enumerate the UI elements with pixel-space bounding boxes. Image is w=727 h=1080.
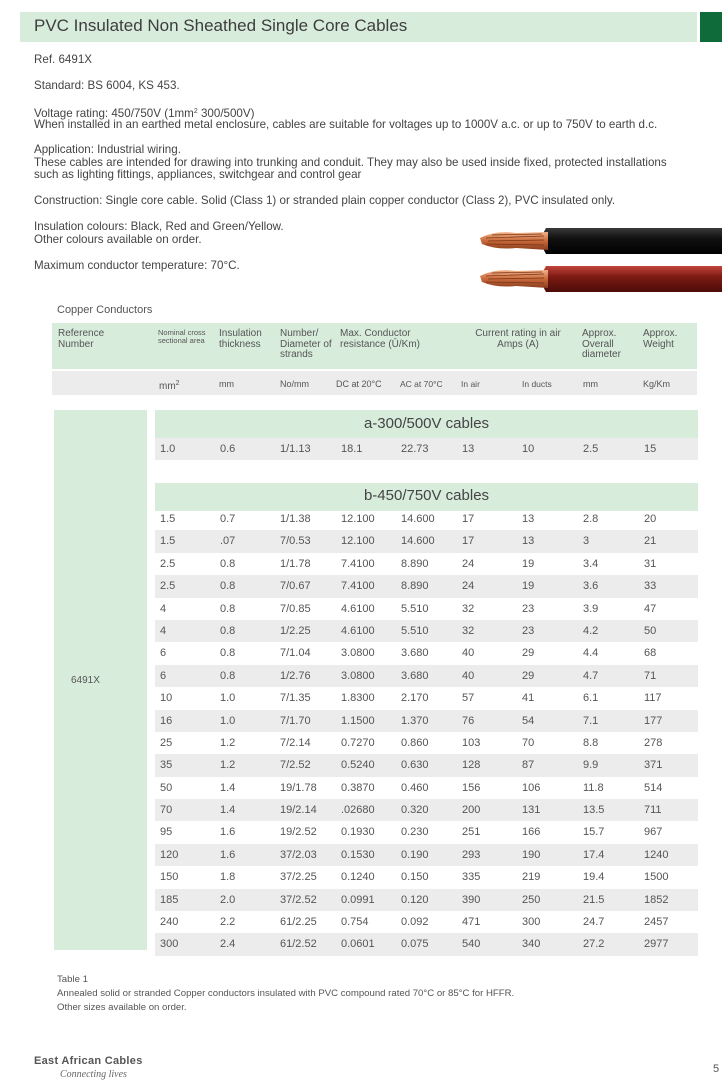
table-row	[155, 687, 698, 709]
table-cell: 1.2	[220, 759, 236, 772]
table-cell: 5.510	[401, 624, 429, 637]
table-section-label: Copper Conductors	[57, 304, 153, 316]
header-accent-block	[700, 12, 722, 42]
table-cell: 32	[462, 624, 475, 637]
table-cell: 185	[160, 893, 179, 906]
table-cell: 7.4100	[341, 557, 375, 570]
table-cell: 16	[160, 714, 173, 727]
table-cell: 0.3870	[341, 781, 375, 794]
application-text: Application: Industrial wiring.	[34, 143, 181, 156]
unit-nominal-text: mm	[159, 381, 176, 392]
table-row	[155, 911, 698, 933]
table-cell: 17	[462, 535, 475, 548]
table-cell: 0.320	[401, 804, 429, 817]
table-cell: 1.0	[220, 692, 236, 705]
table-cell: 9.9	[583, 759, 599, 772]
table-row	[155, 732, 698, 754]
group-a-rows	[155, 438, 698, 460]
table-cell: 40	[462, 647, 475, 660]
table-cell: 1500	[644, 871, 669, 884]
table-cell: 0.1530	[341, 848, 375, 861]
table-row	[155, 866, 698, 888]
table-cell: 0.0601	[341, 938, 375, 951]
table-cell: 71	[644, 669, 657, 682]
table-cell: 23	[522, 602, 535, 615]
table-cell: 7.1	[583, 714, 599, 727]
table-row	[155, 889, 698, 911]
table-cell: 3	[583, 535, 590, 548]
table-cell: 1.5	[160, 535, 176, 548]
table-cell: 1/2.76	[280, 669, 311, 682]
voltage-rating-b: 300/500V)	[197, 107, 255, 120]
table-cell: 156	[462, 781, 481, 794]
table-cell: 2.5	[160, 580, 176, 593]
table-cell: 190	[522, 848, 541, 861]
table-cell: 1852	[644, 893, 669, 906]
table-cell: 6	[160, 647, 167, 660]
table-cell: 0.120	[401, 893, 429, 906]
table-row	[155, 553, 698, 575]
table-cell: 13	[522, 513, 535, 525]
group-b-title: b-450/750V cables	[363, 487, 490, 504]
brand-tagline: Connecting lives	[60, 1069, 127, 1080]
table-cell: 32	[462, 602, 475, 615]
table-cell: 0.1240	[341, 871, 375, 884]
table-cell: 33	[644, 580, 657, 593]
table-cell: 0.230	[401, 826, 429, 839]
table-cell: 200	[462, 804, 481, 817]
table-cell: 47	[644, 602, 657, 615]
table-cell: 0.460	[401, 781, 429, 794]
table-cell: 6.1	[583, 692, 599, 705]
unit-nominal-sup: 2	[175, 380, 180, 387]
table-cell: 0.075	[401, 938, 429, 951]
table-cell: 70	[160, 804, 173, 817]
table-cell: 5.510	[401, 602, 429, 615]
table-row	[155, 777, 698, 799]
unit-diameter: mm	[583, 379, 598, 389]
table-cell: 131	[522, 804, 541, 817]
table-cell: .07	[220, 535, 236, 548]
table-cell: 2.4	[220, 938, 236, 951]
table-cell: 14.600	[401, 513, 435, 525]
table-cell: 13	[462, 443, 475, 455]
table-cell: 335	[462, 871, 481, 884]
table-row	[155, 508, 698, 530]
table-cell: 7/0.67	[280, 580, 311, 593]
black-cable-image	[476, 224, 722, 256]
table-row	[155, 710, 698, 732]
table-cell: 3.9	[583, 602, 599, 615]
table-cell: 1.6	[220, 826, 236, 839]
table-cell: 10	[522, 443, 535, 455]
table-cell: 17	[462, 513, 475, 525]
header-weight: Approx. Weight	[643, 328, 678, 350]
table-cell: 37/2.52	[280, 893, 317, 906]
table-cell: 250	[522, 893, 541, 906]
table-cell: 117	[644, 692, 662, 705]
table-cell: 7/0.53	[280, 535, 311, 548]
unit-nominal	[159, 379, 180, 393]
table-cell: 0.5240	[341, 759, 375, 772]
page-title: PVC Insulated Non Sheathed Single Core Cables	[34, 16, 408, 35]
table-cell: 1.8300	[341, 692, 375, 705]
unit-strands: No/mm	[280, 379, 309, 389]
table-cell: 4	[160, 602, 167, 615]
table-cell: 1.0	[160, 443, 176, 455]
table-cell: 95	[160, 826, 173, 839]
table-cell: 0.8	[220, 580, 236, 593]
table-cell: 278	[644, 736, 663, 749]
table-cell: 1.5	[160, 513, 176, 525]
table-cell: 0.1930	[341, 826, 375, 839]
table-cell: 13	[522, 535, 535, 548]
table-cell: 8.890	[401, 557, 429, 570]
table-cell: 21	[644, 535, 657, 548]
table-cell: 2.2	[220, 916, 236, 929]
insulation-colours-line-2: Other colours available on order.	[34, 233, 202, 246]
table-row	[155, 438, 698, 460]
table-cell: 23	[522, 624, 535, 637]
table-cell: 12.100	[341, 535, 375, 548]
table-cell: 0.630	[401, 759, 429, 772]
page-number: 5	[713, 1063, 720, 1075]
table-cell: 2457	[644, 916, 669, 929]
table-row	[155, 799, 698, 821]
table-cell: 19	[522, 580, 535, 593]
table-cell: 1.6	[220, 848, 236, 861]
brand-name: East African Cables	[34, 1055, 143, 1067]
header-resistance: Max. Conductor resistance (Ū/Km)	[340, 328, 421, 350]
table-cell: 0.754	[341, 916, 369, 929]
header-insulation: Insulation thickness	[219, 328, 262, 350]
table-cell: 1/1.78	[280, 557, 311, 570]
table-cell: 40	[462, 669, 475, 682]
table-cell: 1.8	[220, 871, 236, 884]
table-cell: 390	[462, 893, 481, 906]
table-cell: 1.0	[220, 714, 236, 727]
table-row	[155, 598, 698, 620]
table-cell: 87	[522, 759, 535, 772]
table-cell: 35	[160, 759, 173, 772]
table-cell: 4	[160, 624, 167, 637]
table-cell: 8.890	[401, 580, 429, 593]
table-row	[155, 530, 698, 552]
table-cell: 0.860	[401, 736, 429, 749]
table-cell: 7/1.35	[280, 692, 311, 705]
table-cell: 3.680	[401, 647, 429, 660]
table-cell: 471	[462, 916, 481, 929]
table-cell: 68	[644, 647, 657, 660]
table-cell: 711	[644, 804, 662, 817]
table-cell: 150	[160, 871, 179, 884]
table-cell: 2.170	[401, 692, 429, 705]
group-b-rows	[155, 508, 698, 956]
table-cell: 19	[522, 557, 535, 570]
table-cell: 340	[522, 938, 541, 951]
table-cell: 1.1500	[341, 714, 375, 727]
table-row	[155, 933, 698, 955]
table-cell: 29	[522, 669, 535, 682]
table-cell: 1.4	[220, 781, 236, 794]
table-row	[155, 844, 698, 866]
table-cell: 3.0800	[341, 647, 375, 660]
table-cell: 19.4	[583, 871, 605, 884]
table-cell: 128	[462, 759, 481, 772]
table-cell: 0.8	[220, 669, 236, 682]
ref-text: Ref. 6491X	[34, 53, 93, 66]
footnote-title: Table 1	[57, 974, 88, 985]
table-cell: 293	[462, 848, 481, 861]
table-cell: 7/2.52	[280, 759, 311, 772]
table-cell: 6	[160, 669, 167, 682]
table-cell: 4.2	[583, 624, 599, 637]
reference-column	[54, 410, 147, 950]
unit-weight: Kg/Km	[643, 379, 671, 389]
table-cell: 0.6	[220, 443, 236, 455]
table-cell: 1/2.25	[280, 624, 311, 637]
unit-in-air: In air	[461, 379, 480, 389]
table-cell: .02680	[341, 804, 375, 817]
table-cell: 7/2.14	[280, 736, 311, 749]
footnote-line-1: Annealed solid or stranded Copper conductors insulated with PVC compound rated 70°C or 85°C for HFFR.	[57, 988, 515, 999]
table-row	[155, 665, 698, 687]
table-cell: 1.2	[220, 736, 236, 749]
standard-text: Standard: BS 6004, KS 453.	[34, 79, 180, 92]
table-cell: 7/1.04	[280, 647, 311, 660]
table-cell: 1.370	[401, 714, 429, 727]
table-cell: 0.8	[220, 624, 236, 637]
table-cell: 18.1	[341, 443, 363, 455]
unit-dc: DC at 20°C	[336, 379, 382, 389]
table-cell: 2.0	[220, 893, 236, 906]
table-row	[155, 754, 698, 776]
table-cell: 31	[644, 557, 657, 570]
header-current: Current rating in air Amps (A)	[475, 328, 561, 350]
table-row	[155, 620, 698, 642]
table-cell: 2.5	[160, 557, 176, 570]
table-cell: 50	[160, 781, 173, 794]
table-cell: 19/2.52	[280, 826, 317, 839]
reference-value: 6491X	[71, 675, 100, 686]
table-cell: 70	[522, 736, 535, 749]
table-cell: 41	[522, 692, 535, 705]
table-cell: 61/2.25	[280, 916, 317, 929]
table-cell: 0.7270	[341, 736, 375, 749]
table-cell: 514	[644, 781, 663, 794]
table-cell: 14.600	[401, 535, 435, 548]
header-diameter: Approx. Overall diameter	[582, 328, 621, 360]
table-cell: 25	[160, 736, 173, 749]
table-cell: 106	[522, 781, 541, 794]
table-cell: 13.5	[583, 804, 605, 817]
table-cell: 3.6	[583, 580, 599, 593]
table-cell: 15.7	[583, 826, 605, 839]
voltage-rating-sup: 2	[193, 108, 198, 115]
header-nominal: Nominal cross sectional area	[158, 328, 206, 345]
table-cell: 103	[462, 736, 481, 749]
unit-insulation: mm	[219, 379, 234, 389]
table-cell: 4.6100	[341, 624, 375, 637]
table-cell: 2977	[644, 938, 669, 951]
header-reference: Reference Number	[58, 328, 105, 350]
table-cell: 1.4	[220, 804, 236, 817]
table-cell: 219	[522, 871, 541, 884]
table-cell: 19/2.14	[280, 804, 317, 817]
table-cell: 0.150	[401, 871, 429, 884]
table-cell: 20	[644, 513, 657, 525]
table-cell: 0.8	[220, 602, 236, 615]
table-cell: 12.100	[341, 513, 375, 525]
table-cell: 177	[644, 714, 663, 727]
table-cell: 21.5	[583, 893, 605, 906]
table-cell: 300	[160, 938, 179, 951]
table-cell: 37/2.03	[280, 848, 317, 861]
table-cell: 3.4	[583, 557, 599, 570]
table-cell: 0.7	[220, 513, 236, 525]
application-line-2: These cables are intended for drawing into trunking and conduit. They may also be used inside fixed, protected installations	[34, 156, 667, 169]
table-cell: 15	[644, 443, 657, 455]
table-cell: 24	[462, 557, 475, 570]
table-cell: 37/2.25	[280, 871, 317, 884]
table-cell: 1/1.38	[280, 513, 311, 525]
table-cell: 300	[522, 916, 541, 929]
table-cell: 76	[462, 714, 475, 727]
construction-text: Construction: Single core cable. Solid (Class 1) or stranded plain copper conductor (Class 2), PVC insulated only.	[34, 194, 616, 207]
table-cell: 7/1.70	[280, 714, 311, 727]
table-cell: 4.7	[583, 669, 599, 682]
table-cell: 11.8	[583, 781, 604, 794]
unit-in-ducts: In ducts	[522, 379, 552, 389]
table-cell: 120	[160, 848, 179, 861]
table-cell: 2.5	[583, 443, 599, 455]
table-cell: 50	[644, 624, 657, 637]
table-cell: 8.8	[583, 736, 599, 749]
max-temperature-text: Maximum conductor temperature: 70°C.	[34, 259, 240, 272]
table-cell: 0.0991	[341, 893, 375, 906]
table-cell: 240	[160, 916, 179, 929]
table-cell: 3.680	[401, 669, 429, 682]
insulation-colours-text: Insulation colours: Black, Red and Green/Yellow.	[34, 220, 284, 233]
table-cell: 7.4100	[341, 580, 375, 593]
unit-ac: AC at 70°C	[400, 379, 443, 389]
table-cell: 24.7	[583, 916, 605, 929]
group-a-title: a-300/500V cables	[363, 415, 490, 432]
table-cell: 54	[522, 714, 535, 727]
table-cell: 1/1.13	[280, 443, 311, 455]
table-cell: 0.190	[401, 848, 429, 861]
table-cell: 7/0.85	[280, 602, 311, 615]
table-cell: 166	[522, 826, 541, 839]
table-cell: 4.4	[583, 647, 599, 660]
voltage-note-text: When installed in an earthed metal enclosure, cables are suitable for voltages up to 1000V a.c. or up to 750V to earth d.c.	[34, 118, 658, 131]
voltage-rating-a: Voltage rating: 450/750V (1mm	[34, 107, 194, 120]
table-cell: 57	[462, 692, 475, 705]
table-cell: 0.092	[401, 916, 429, 929]
table-cell: 19/1.78	[280, 781, 317, 794]
red-cable-image	[476, 262, 722, 294]
table-cell: 540	[462, 938, 481, 951]
table-cell: 0.8	[220, 647, 236, 660]
table-cell: 4.6100	[341, 602, 375, 615]
table-cell: 251	[462, 826, 481, 839]
table-cell: 1240	[644, 848, 669, 861]
table-cell: 61/2.52	[280, 938, 317, 951]
table-cell: 0.8	[220, 557, 236, 570]
footnote-line-2: Other sizes available on order.	[57, 1002, 187, 1013]
header-strands: Number/ Diameter of strands	[280, 328, 332, 360]
table-cell: 27.2	[583, 938, 605, 951]
table-cell: 967	[644, 826, 663, 839]
table-row	[155, 821, 698, 843]
table-cell: 29	[522, 647, 535, 660]
application-line-3: such as lighting fittings, appliances, switchgear and control gear	[34, 168, 362, 181]
table-row	[155, 642, 698, 664]
table-cell: 371	[644, 759, 663, 772]
table-cell: 22.73	[401, 443, 429, 455]
table-cell: 2.8	[583, 513, 599, 525]
table-header	[52, 323, 697, 395]
table-cell: 17.4	[583, 848, 605, 861]
table-cell: 10	[160, 692, 173, 705]
table-cell: 3.0800	[341, 669, 375, 682]
table-cell: 24	[462, 580, 475, 593]
table-row	[155, 575, 698, 597]
